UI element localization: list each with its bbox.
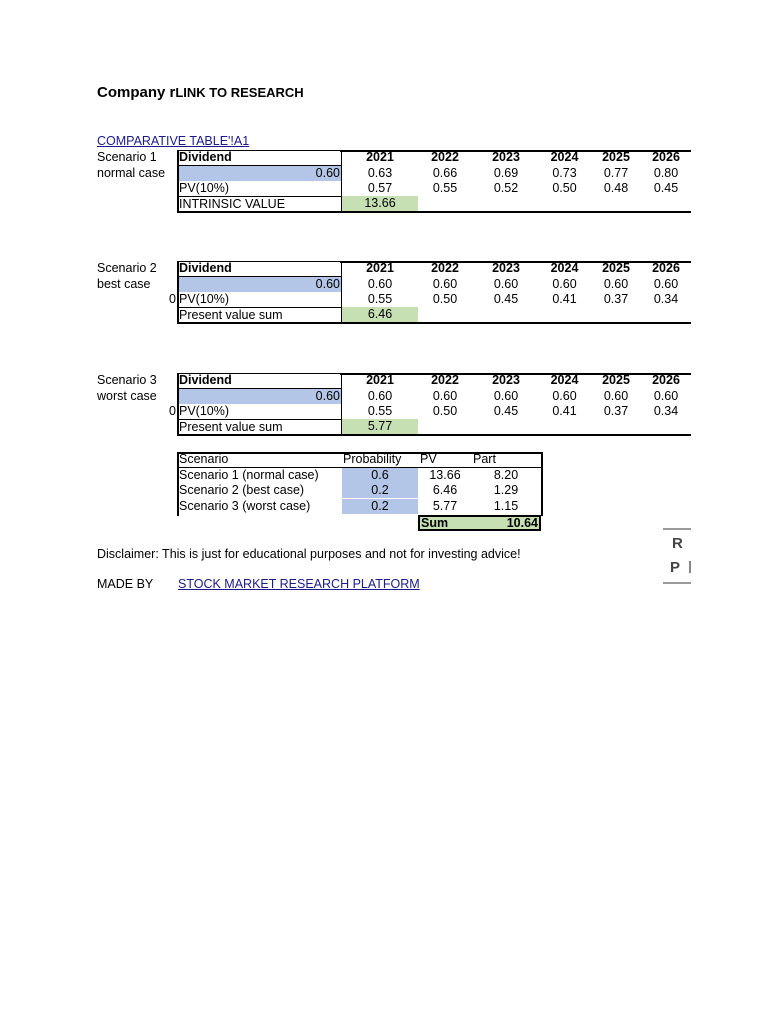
base-dividend-input[interactable]	[179, 166, 341, 181]
pv-2021: 0.57	[367, 181, 393, 195]
year-2022: 2022	[431, 261, 459, 275]
present-value-sum-label: Present value sum	[179, 308, 283, 322]
summary-row-3-pv: 5.77	[432, 499, 458, 513]
summary-header-probability: Probability	[343, 452, 402, 466]
scenario-1-name: Scenario 1	[97, 150, 157, 164]
page-title	[97, 84, 304, 101]
year-2024: 2024	[550, 261, 579, 275]
pv-2021: 0.55	[367, 292, 393, 306]
dividend-2023: 0.60	[493, 277, 519, 291]
summary-sum-label: Sum	[421, 516, 449, 530]
summary-row-2-pv: 6.46	[432, 483, 458, 497]
pv-2024: 0.41	[552, 292, 577, 306]
summary-header-scenario: Scenario	[179, 452, 229, 466]
pv-2026: 0.45	[653, 181, 679, 195]
year-2022: 2022	[431, 150, 459, 164]
scenario-2-zero: 0	[169, 292, 176, 306]
scenario-1-block	[97, 150, 691, 214]
scenario-2-case: best case	[97, 277, 151, 291]
year-2023: 2023	[492, 150, 520, 164]
summary-row-2-part: 1.29	[493, 483, 519, 497]
year-2022: 2022	[431, 373, 459, 387]
dividend-2025: 0.60	[603, 277, 629, 291]
dividend-2024: 0.60	[552, 277, 577, 291]
pv-2021: 0.55	[367, 404, 393, 418]
dividend-2021: 0.63	[367, 166, 393, 180]
present-value-sum: 6.46	[342, 307, 418, 322]
dividend-2026: 0.60	[653, 277, 679, 291]
summary-row-3-part: 1.15	[493, 499, 519, 513]
pv-2023: 0.52	[493, 181, 519, 195]
dividend-2022: 0.60	[432, 277, 458, 291]
year-2026: 2026	[652, 373, 680, 387]
dividend-2026: 0.60	[653, 389, 679, 403]
research-link[interactable]: LINK TO RESEARCH	[175, 85, 304, 100]
pv-2026: 0.34	[653, 404, 679, 418]
scenario-3-case: worst case	[97, 389, 157, 403]
summary-row-2-probability[interactable]: 0.2	[342, 483, 418, 498]
side-letter-p: P	[670, 559, 681, 576]
pv-2025: 0.48	[603, 181, 629, 195]
dividend-2025: 0.77	[603, 166, 629, 180]
dividend-2026: 0.80	[653, 166, 679, 180]
side-panel-fragment	[663, 528, 693, 586]
scenario-1-case: normal case	[97, 166, 166, 180]
intrinsic-value: 13.66	[342, 196, 418, 211]
summary-table	[177, 452, 541, 532]
scenario-3-table	[177, 373, 691, 437]
year-2025: 2025	[602, 261, 630, 275]
side-divider	[689, 561, 691, 573]
base-dividend-value: 0.60	[315, 389, 340, 403]
year-2021: 2021	[366, 261, 394, 275]
scenario-3-zero: 0	[169, 404, 176, 418]
pv-label: PV(10%)	[179, 181, 230, 195]
dividend-header: Dividend	[179, 261, 232, 275]
summary-row-1-probability[interactable]: 0.6	[342, 468, 418, 483]
year-2021: 2021	[366, 150, 394, 164]
base-dividend-input[interactable]	[179, 389, 341, 404]
summary-sum-value: 10.64	[506, 516, 538, 530]
year-2021: 2021	[366, 373, 394, 387]
pv-2022: 0.50	[432, 292, 458, 306]
pv-2026: 0.34	[653, 292, 679, 306]
research-platform-link[interactable]: STOCK MARKET RESEARCH PLATFORM	[178, 577, 420, 591]
present-value-sum: 5.77	[342, 419, 418, 434]
year-2023: 2023	[492, 373, 520, 387]
pv-2022: 0.50	[432, 404, 458, 418]
dividend-2022: 0.66	[432, 166, 458, 180]
year-2026: 2026	[652, 150, 680, 164]
dividend-2025: 0.60	[603, 389, 629, 403]
scenario-2-name: Scenario 2	[97, 261, 157, 275]
pv-2025: 0.37	[603, 292, 629, 306]
dividend-2021: 0.60	[367, 389, 393, 403]
year-2024: 2024	[550, 373, 579, 387]
base-dividend-input[interactable]	[179, 277, 341, 292]
base-dividend-value: 0.60	[315, 166, 340, 180]
present-value-sum-label: Present value sum	[179, 420, 283, 434]
summary-row-1-scenario: Scenario 1 (normal case)	[179, 468, 319, 482]
scenario-2-block	[97, 261, 691, 325]
disclaimer-text: Disclaimer: This is just for educational purposes and not for investing advice!	[97, 547, 521, 561]
dividend-2024: 0.60	[552, 389, 577, 403]
summary-row-1-pv: 13.66	[429, 468, 461, 482]
pv-2024: 0.41	[552, 404, 577, 418]
year-2024: 2024	[550, 150, 579, 164]
pv-2024: 0.50	[552, 181, 577, 195]
pv-label: PV(10%)	[179, 404, 230, 418]
dividend-2023: 0.60	[493, 389, 519, 403]
dividend-2022: 0.60	[432, 389, 458, 403]
side-letter-r: R	[672, 535, 683, 552]
pv-2023: 0.45	[493, 404, 519, 418]
scenario-2-table	[177, 261, 691, 325]
intrinsic-value-label: INTRINSIC VALUE	[179, 197, 286, 211]
year-2026: 2026	[652, 261, 680, 275]
summary-row-3-probability[interactable]: 0.2	[342, 499, 418, 514]
title-prefix: Company r	[97, 84, 176, 101]
base-dividend-value: 0.60	[315, 277, 340, 291]
dividend-header: Dividend	[179, 373, 232, 387]
year-2023: 2023	[492, 261, 520, 275]
summary-sum-cell	[418, 515, 541, 531]
summary-row-1-part: 8.20	[493, 468, 519, 482]
pv-2023: 0.45	[493, 292, 519, 306]
pv-2022: 0.55	[432, 181, 458, 195]
dividend-2021: 0.60	[367, 277, 393, 291]
dividend-2023: 0.69	[493, 166, 519, 180]
year-2025: 2025	[602, 150, 630, 164]
pv-2025: 0.37	[603, 404, 629, 418]
summary-header-pv: PV	[420, 452, 437, 466]
comparative-table-link[interactable]: COMPARATIVE TABLE'!A1	[97, 134, 250, 148]
summary-row-3-scenario: Scenario 3 (worst case)	[179, 499, 311, 513]
scenario-3-name: Scenario 3	[97, 373, 157, 387]
year-2025: 2025	[602, 373, 630, 387]
pv-label: PV(10%)	[179, 292, 230, 306]
dividend-header: Dividend	[179, 150, 232, 164]
made-by-label: MADE BY	[97, 577, 154, 591]
summary-row-2-scenario: Scenario 2 (best case)	[179, 483, 305, 497]
scenario-3-block	[97, 373, 691, 437]
dividend-2024: 0.73	[552, 166, 577, 180]
summary-header-part: Part	[473, 452, 496, 466]
scenario-1-table	[177, 150, 691, 214]
